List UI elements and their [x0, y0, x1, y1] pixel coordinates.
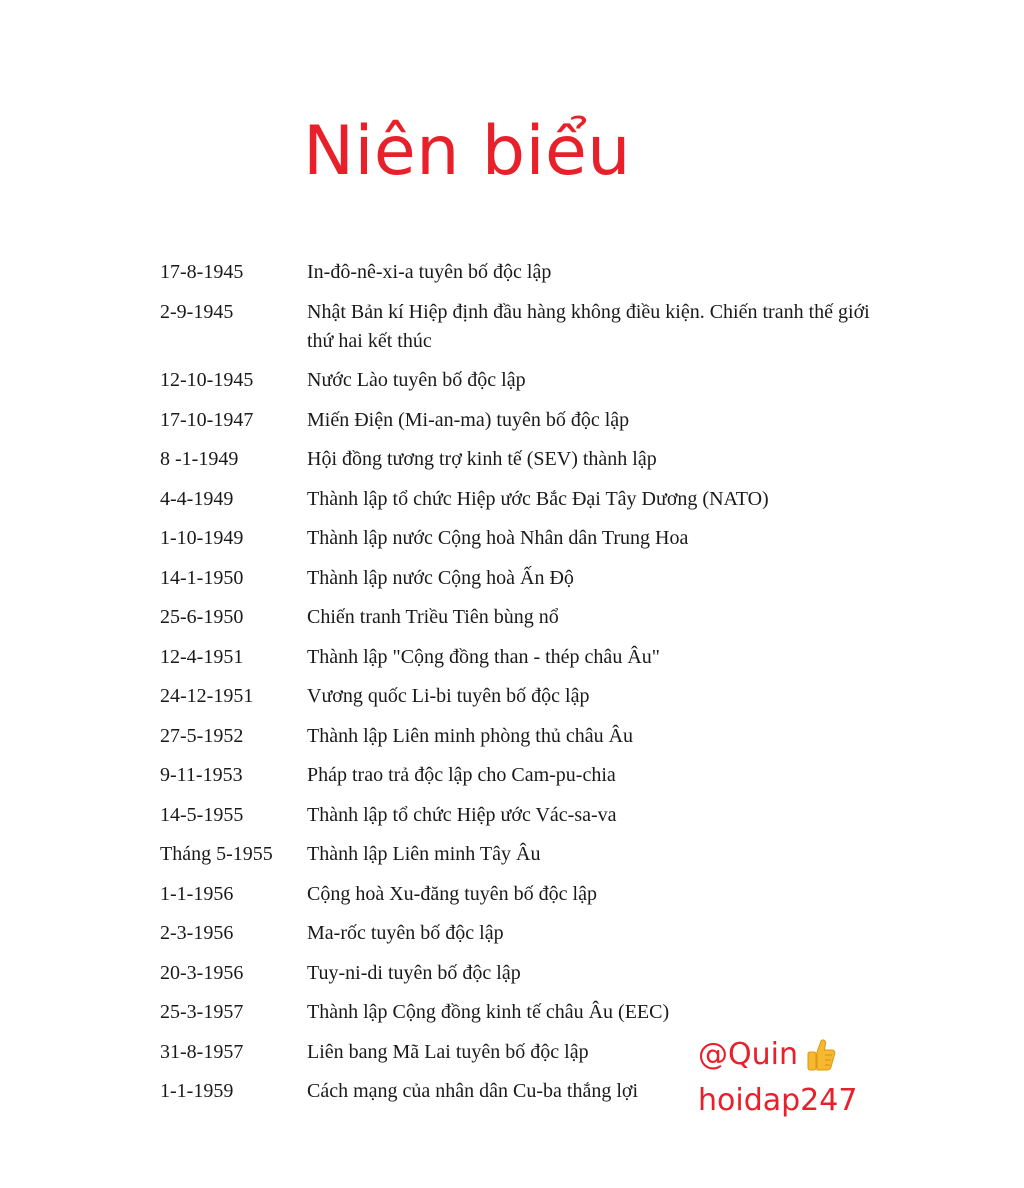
timeline-event: Thành lập Liên minh Tây Âu — [307, 843, 541, 865]
timeline-event: Chiến tranh Triều Tiên bùng nổ — [307, 606, 559, 628]
timeline-event: Nhật Bản kí Hiệp định đầu hàng không điều kiện. Chiến tranh thế giới thứ hai kết thúc — [307, 300, 870, 352]
timeline-row — [160, 603, 880, 632]
timeline-event: Pháp trao trả độc lập cho Cam-pu-chia — [307, 764, 616, 786]
timeline-date: 14-1-1950 — [160, 566, 244, 589]
timeline-date: 2-3-1956 — [160, 922, 234, 944]
credit-site-line — [698, 1078, 857, 1124]
timeline-event: Miến Điện (Mi-an-ma) tuyên bố độc lập — [307, 408, 630, 431]
timeline-row — [160, 366, 880, 395]
timeline-date: Tháng 5-1955 — [160, 843, 273, 865]
timeline-date: 25-6-1950 — [160, 606, 244, 628]
timeline-row — [160, 485, 880, 514]
timeline-date: 4-4-1949 — [160, 487, 234, 510]
timeline-date: 12-10-1945 — [160, 369, 254, 391]
timeline-row — [160, 959, 880, 988]
timeline-event: Thành lập nước Cộng hoà Ấn Độ — [307, 566, 574, 589]
timeline-event: Thành lập Liên minh phòng thủ châu Âu — [307, 724, 634, 747]
timeline-event: Thành lập nước Cộng hoà Nhân dân Trung Hoa — [307, 527, 689, 549]
timeline-row — [160, 761, 880, 790]
credit-block — [698, 1032, 857, 1124]
timeline-row — [160, 840, 880, 869]
timeline-event: Tuy-ni-di tuyên bố độc lập — [307, 961, 521, 984]
timeline-event: Vương quốc Li-bi tuyên bố độc lập — [307, 685, 590, 707]
timeline-row — [160, 564, 880, 593]
timeline-event: Thành lập "Cộng đồng than - thép châu Âu" — [307, 645, 660, 668]
timeline-row — [160, 998, 880, 1027]
timeline-event: Cộng hoà Xu-đăng tuyên bố độc lập — [307, 882, 597, 905]
timeline-row — [160, 919, 880, 948]
credit-site: hoidap247 — [698, 1083, 858, 1118]
timeline-row — [160, 801, 880, 830]
timeline-row — [160, 445, 880, 474]
timeline-date: 24-12-1951 — [160, 685, 254, 707]
timeline-event: Ma-rốc tuyên bố độc lập — [307, 922, 504, 944]
timeline-date: 17-10-1947 — [160, 408, 254, 431]
timeline-date: 1-1-1959 — [160, 1080, 234, 1102]
credit-handle-line — [698, 1032, 857, 1078]
timeline-date: 8 -1-1949 — [160, 448, 239, 470]
timeline-event: Thành lập Cộng đồng kinh tế châu Âu (EEC) — [307, 1001, 670, 1023]
timeline-event: Thành lập tổ chức Hiệp ước Bắc Đại Tây Dương (NATO) — [307, 487, 769, 510]
timeline-date: 17-8-1945 — [160, 261, 244, 283]
timeline-date: 12-4-1951 — [160, 645, 244, 668]
timeline-date: 25-3-1957 — [160, 1001, 244, 1023]
timeline-date: 27-5-1952 — [160, 724, 244, 747]
timeline-event: In-đô-nê-xi-a tuyên bố độc lập — [307, 261, 552, 283]
timeline-date: 1-10-1949 — [160, 527, 244, 549]
timeline-row — [160, 258, 880, 287]
timeline-date: 14-5-1955 — [160, 803, 244, 826]
timeline-date: 9-11-1953 — [160, 764, 243, 786]
timeline-row — [160, 643, 880, 672]
timeline-list — [160, 258, 880, 1117]
thumbs-up-icon — [806, 1038, 836, 1072]
timeline-row — [160, 524, 880, 553]
timeline-row — [160, 298, 880, 356]
timeline-date: 2-9-1945 — [160, 300, 234, 323]
timeline-event: Liên bang Mã Lai tuyên bố độc lập — [307, 1040, 589, 1063]
timeline-row — [160, 722, 880, 751]
timeline-date: 20-3-1956 — [160, 961, 244, 984]
timeline-row — [160, 406, 880, 435]
timeline-date: 1-1-1956 — [160, 882, 234, 905]
timeline-event: Hội đồng tương trợ kinh tế (SEV) thành lập — [307, 448, 657, 470]
page-title: Niên biểu — [303, 112, 631, 191]
timeline-event: Nước Lào tuyên bố độc lập — [307, 369, 526, 391]
timeline-row — [160, 682, 880, 711]
credit-handle: @Quin — [698, 1037, 798, 1072]
timeline-row — [160, 880, 880, 909]
timeline-date: 31-8-1957 — [160, 1040, 244, 1063]
timeline-event: Thành lập tổ chức Hiệp ước Vác-sa-va — [307, 803, 617, 826]
timeline-event: Cách mạng của nhân dân Cu-ba thắng lợi — [307, 1080, 639, 1102]
